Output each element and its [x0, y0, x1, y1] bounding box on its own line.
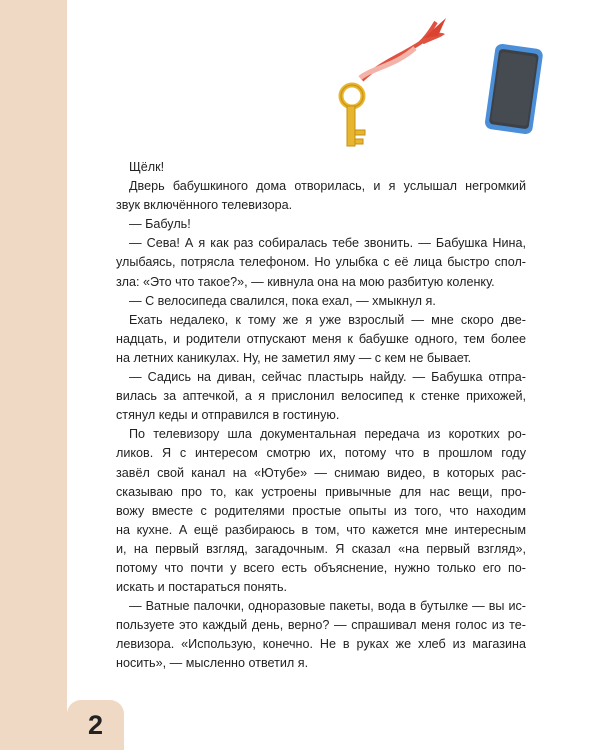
text-line: вожу вместе с родителями простые опыты из того, что находим: [116, 503, 526, 518]
story-text: [116, 158, 526, 674]
paragraph: [116, 158, 526, 177]
text-line: на кухне. А ещё разбираюсь в том, что кажется мне интересным: [116, 522, 526, 537]
page-number-tab: [67, 700, 124, 750]
text-line: зла: «Это что такое?», — кивнула она на мою разбитую коленку.: [116, 274, 495, 289]
paragraph: [116, 215, 526, 234]
paragraph: [116, 311, 526, 368]
paragraph: [116, 597, 526, 673]
text-line: носить», — мысленно ответил я.: [116, 656, 309, 671]
text-line: стянул кеды и отправился в гостиную.: [116, 408, 340, 423]
text-line: звук включённого телевизора.: [116, 198, 293, 213]
text-line: Дверь бабушкиного дома отворилась, и я услышал негромкий: [129, 179, 526, 194]
page-number: 2: [87, 709, 104, 740]
text-line: Ехать недалеко, к тому же я уже взрослый — мне скоро две-: [129, 312, 526, 327]
paragraph: [116, 234, 526, 291]
text-line: — С велосипеда свалился, пока ехал, — хмыкнул я.: [129, 293, 436, 308]
phone-icon: [478, 38, 550, 138]
text-line: — Ватные палочки, одноразовые пакеты, вода в бутылке — вы ис-: [129, 599, 526, 614]
text-line: ликов. Я с интересом смотрю их, потому что в прошлом году: [116, 446, 526, 461]
text-line: вилась за аптечкой, а я прислонил велосипед к стенке прихожей,: [116, 389, 526, 404]
text-line: — Садись на диван, сейчас пластырь найду. — Бабушка отпра-: [129, 370, 526, 385]
text-line: По телевизору шла документальная передача из коротких ро-: [129, 427, 526, 442]
paragraph: [116, 177, 526, 215]
paragraph: [116, 292, 526, 311]
text-line: — Сева! А я как раз собиралась тебе звонить. — Бабушка Нина,: [129, 236, 526, 251]
page-margin-strip: [0, 0, 67, 750]
text-line: завёл свой канал на «Ютубе» — снимаю видео, в которых рас-: [116, 465, 526, 480]
text-line: Щёлк!: [129, 160, 165, 174]
text-line: — Бабуль!: [129, 217, 191, 232]
text-line: и, на первый взгляд, загадочным. Я сказал «на первый взгляд»,: [116, 541, 526, 556]
text-line: искать и постараться понять.: [116, 580, 288, 595]
text-line: левизора. «Использую, конечно. Не в руках же хлеб из магазина: [116, 637, 526, 652]
text-line: пользуете это каждый день, верно? — спрашивал меня голос из те-: [116, 618, 526, 633]
text-line: надцать, и родители отпускают меня к бабушке одного, тем более: [116, 331, 526, 346]
text-line: потому что почти у всего есть объяснение, нужно только его по-: [116, 560, 526, 575]
text-line: сказываю про то, как устроены привычные для нас вещи, про-: [116, 484, 526, 499]
text-line: улыбаясь, потрясла телефоном. Но улыбка с её лица быстро спол-: [116, 255, 526, 270]
key-icon: [300, 8, 460, 158]
paragraph: [116, 425, 526, 597]
text-line: на летних каникулах. Ну, не заметил яму — с кем не бывает.: [116, 350, 472, 365]
paragraph: [116, 368, 526, 425]
